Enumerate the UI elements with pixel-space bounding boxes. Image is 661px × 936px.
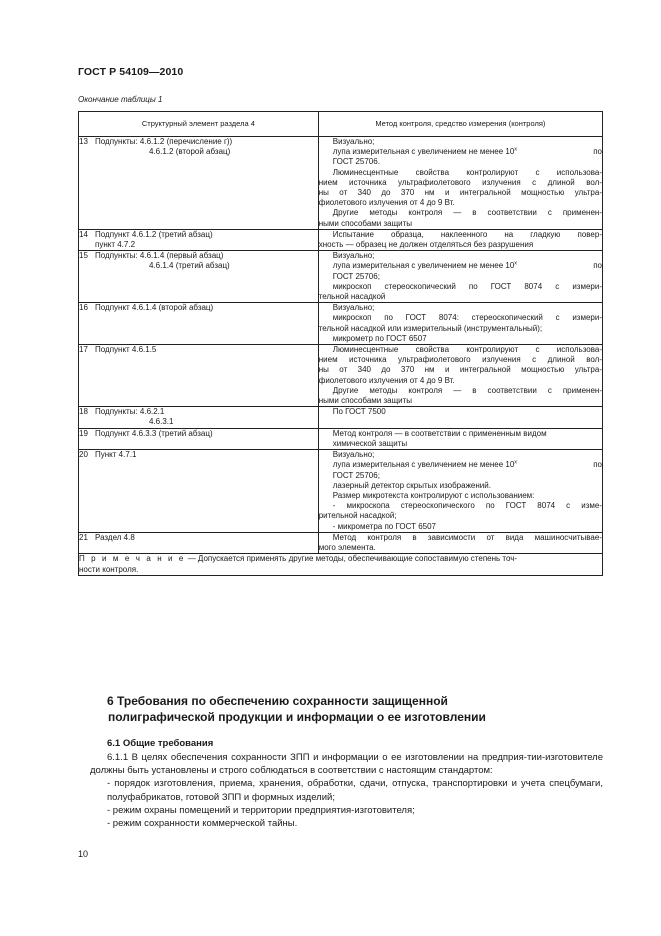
table-row (79, 137, 603, 230)
paragraph-6-1-1: 6.1.1 В целях обеспечения сохранности ЗПП и информации о ее изготовлении на предприя-тии-изготовителе должны быть установлены и строго соблюдаться в соответствии с настоящим стандартом: (90, 752, 603, 777)
method-line: нием источника ультрафиолетового излучения с длиной вол- (318, 177, 602, 187)
magnification-superscript: х (514, 260, 518, 267)
structural-element-cell (79, 450, 319, 533)
note-text-2: ности контроля. (79, 564, 139, 574)
structural-element-cell (79, 345, 319, 407)
method-line: фиолетового излучения от 4 до 9 Вт. (318, 375, 455, 385)
row-number: 20 (79, 450, 88, 460)
structural-element-cell (79, 137, 319, 230)
page-number: 10 (78, 849, 89, 859)
table-row (79, 229, 603, 250)
method-cell (318, 450, 602, 533)
table-caption: Окончание таблицы 1 (78, 95, 163, 104)
method-line: фиолетового излучения от 4 до 9 Вт. (318, 198, 455, 208)
method-line: рительной насадкой; (318, 511, 397, 521)
structural-element-cell (79, 303, 319, 345)
row-number: 13 (79, 137, 88, 146)
method-line: - микроскопа стереоскопического по ГОСТ 8074 с изме- (332, 501, 602, 511)
method-line: ГОСТ 25706; (332, 271, 380, 281)
method-line: мого элемента. (318, 542, 376, 552)
method-cell (318, 303, 602, 345)
method-line: Люминесцентные свойства контролируют с использова- (332, 345, 602, 355)
table-note (79, 554, 603, 576)
method-cell (318, 407, 602, 428)
row-number: 16 (79, 303, 88, 313)
element-line: Подпункт 4.6.1.5 (95, 345, 157, 355)
subsection-title: 6.1 Общие требования (107, 738, 214, 749)
method-line: Люминесцентные свойства контролируют с использова- (332, 167, 602, 177)
method-line-tail: по (593, 460, 602, 470)
structural-element-cell (79, 251, 319, 303)
method-line: ными способами защиты (318, 396, 413, 406)
method-line: лазерный детектор скрытых изображений. (332, 480, 491, 490)
method-line: тельной насадкой (318, 292, 386, 302)
list-item: - порядок изготовления, приема, хранения, обработки, сдачи, отпуска, транспортировки и учета спецбумаги, полуфабрикатов, готовой ЗПП и формных изделий; (107, 778, 603, 803)
method-line: Визуально; (332, 137, 375, 146)
section-title (107, 694, 486, 725)
table-header-row (79, 112, 603, 137)
method-line: тельной насадкой или измерительный (инструментальный); (318, 323, 543, 333)
method-line: Метод контроля — в соответствии с примененным видом (332, 428, 547, 438)
table-row (79, 450, 603, 533)
method-line: микроскоп по ГОСТ 8074: стереоскопический с измери- (332, 313, 602, 323)
method-line: микроскоп стереоскопический по ГОСТ 8074 с измери- (332, 281, 602, 291)
column-header-element: Структурный элемент раздела 4 (79, 112, 319, 137)
table-row (79, 407, 603, 428)
element-line: Пункт 4.7.1 (95, 450, 137, 460)
method-line (319, 147, 602, 157)
method-line: ГОСТ 25706. (332, 157, 380, 167)
document-header: ГОСТ Р 54109—2010 (78, 66, 184, 78)
row-number: 17 (79, 345, 88, 355)
method-line (319, 261, 602, 271)
table-row (79, 251, 603, 303)
element-line: Подпункты: 4.6.2.1 (95, 407, 165, 417)
method-cell (318, 137, 602, 230)
method-line: хность — образец не должен отделяться без разрушения (318, 240, 534, 250)
section-title-line-2: полиграфической продукции и информации о ее изготовлении (108, 709, 486, 724)
method-line: ны от 340 до 370 нм и интегральной мощностью ультра- (318, 365, 602, 375)
structural-element-cell (79, 407, 319, 428)
row-number: 15 (79, 251, 88, 261)
section-title-line-1: 6 Требования по обеспечению сохранности защищенной (107, 694, 448, 708)
structural-element-cell (79, 428, 319, 449)
method-line: Испытание образца, наклеенного на гладкую повер- (332, 229, 602, 239)
method-line-text: лупа измерительная с увеличением не менее 10 (332, 261, 515, 271)
structural-element-cell (79, 532, 319, 553)
column-header-method: Метод контроля, средство измерения (контроля) (318, 112, 602, 137)
method-line: По ГОСТ 7500 (332, 407, 386, 417)
note-row (79, 554, 603, 576)
element-line: 4.6.1.2 (второй абзац) (149, 147, 231, 157)
row-number: 19 (79, 428, 88, 438)
method-line-tail: по (593, 261, 602, 271)
method-line: ГОСТ 25706; (332, 470, 380, 480)
table-row (79, 532, 603, 553)
list-item: - режим охраны помещений и территории предприятия-изготовителя; (107, 804, 415, 816)
method-cell (318, 428, 602, 449)
note-label: П р и м е ч а н и е (79, 554, 186, 564)
method-line (319, 460, 602, 470)
note-text: — Допускается применять другие методы, обеспечивающие сопоставимую степень точ- (185, 554, 518, 564)
method-line-text: лупа измерительная с увеличением не менее 10 (332, 460, 515, 470)
element-line: Раздел 4.8 (95, 532, 135, 542)
method-line: нием источника ультрафиолетового излучения с длиной вол- (318, 355, 602, 365)
method-line: Визуально; (332, 450, 375, 460)
method-cell (318, 229, 602, 250)
element-line: пункт 4.7.2 (95, 240, 136, 250)
method-line: - микрометра по ГОСТ 6507 (332, 521, 436, 531)
table-row (79, 303, 603, 345)
magnification-superscript: х (514, 146, 518, 153)
element-line: Подпункт 4.6.1.4 (второй абзац) (95, 303, 214, 313)
method-line: Размер микротекста контролируют с использованием: (332, 490, 535, 500)
table-row (79, 428, 603, 449)
method-line: Визуально; (332, 303, 375, 313)
element-line: Подпункты: 4.6.1.2 (перечисление г)) (95, 137, 233, 146)
method-line: Другие методы контроля — в соответствии с применен- (332, 208, 602, 218)
method-cell (318, 532, 602, 553)
element-line: Подпункты: 4.6.1.4 (первый абзац) (95, 251, 224, 261)
magnification-superscript: х (514, 459, 518, 466)
row-number: 21 (79, 532, 88, 542)
method-cell (318, 345, 602, 407)
method-line: ными способами защиты (318, 218, 413, 228)
method-line: химической защиты (332, 438, 408, 448)
method-line: Другие методы контроля — в соответствии с применен- (332, 385, 602, 395)
method-line: микрометр по ГОСТ 6507 (332, 333, 427, 343)
element-line: 4.6.3.1 (149, 417, 174, 427)
section-body (90, 751, 603, 830)
method-line: ны от 340 до 370 нм и интегральной мощностью ультра- (318, 188, 602, 198)
methods-table (78, 111, 603, 576)
element-line: Подпункт 4.6.3.3 (третий абзац) (95, 428, 213, 438)
method-cell (318, 251, 602, 303)
row-number: 18 (79, 407, 88, 417)
list-item: - режим сохранности коммерческой тайны. (107, 818, 298, 830)
table-row (79, 345, 603, 407)
row-number: 14 (79, 229, 88, 239)
structural-element-cell (79, 229, 319, 250)
element-line: Подпункт 4.6.1.2 (третий абзац) (95, 229, 213, 239)
method-line: Метод контроля в зависимости от вида машиносчитывае- (332, 532, 602, 542)
method-line-text: лупа измерительная с увеличением не менее 10 (332, 147, 515, 157)
method-line: Визуально; (332, 251, 375, 261)
element-line: 4.6.1.4 (третий абзац) (149, 261, 230, 271)
method-line-tail: по (593, 147, 602, 157)
